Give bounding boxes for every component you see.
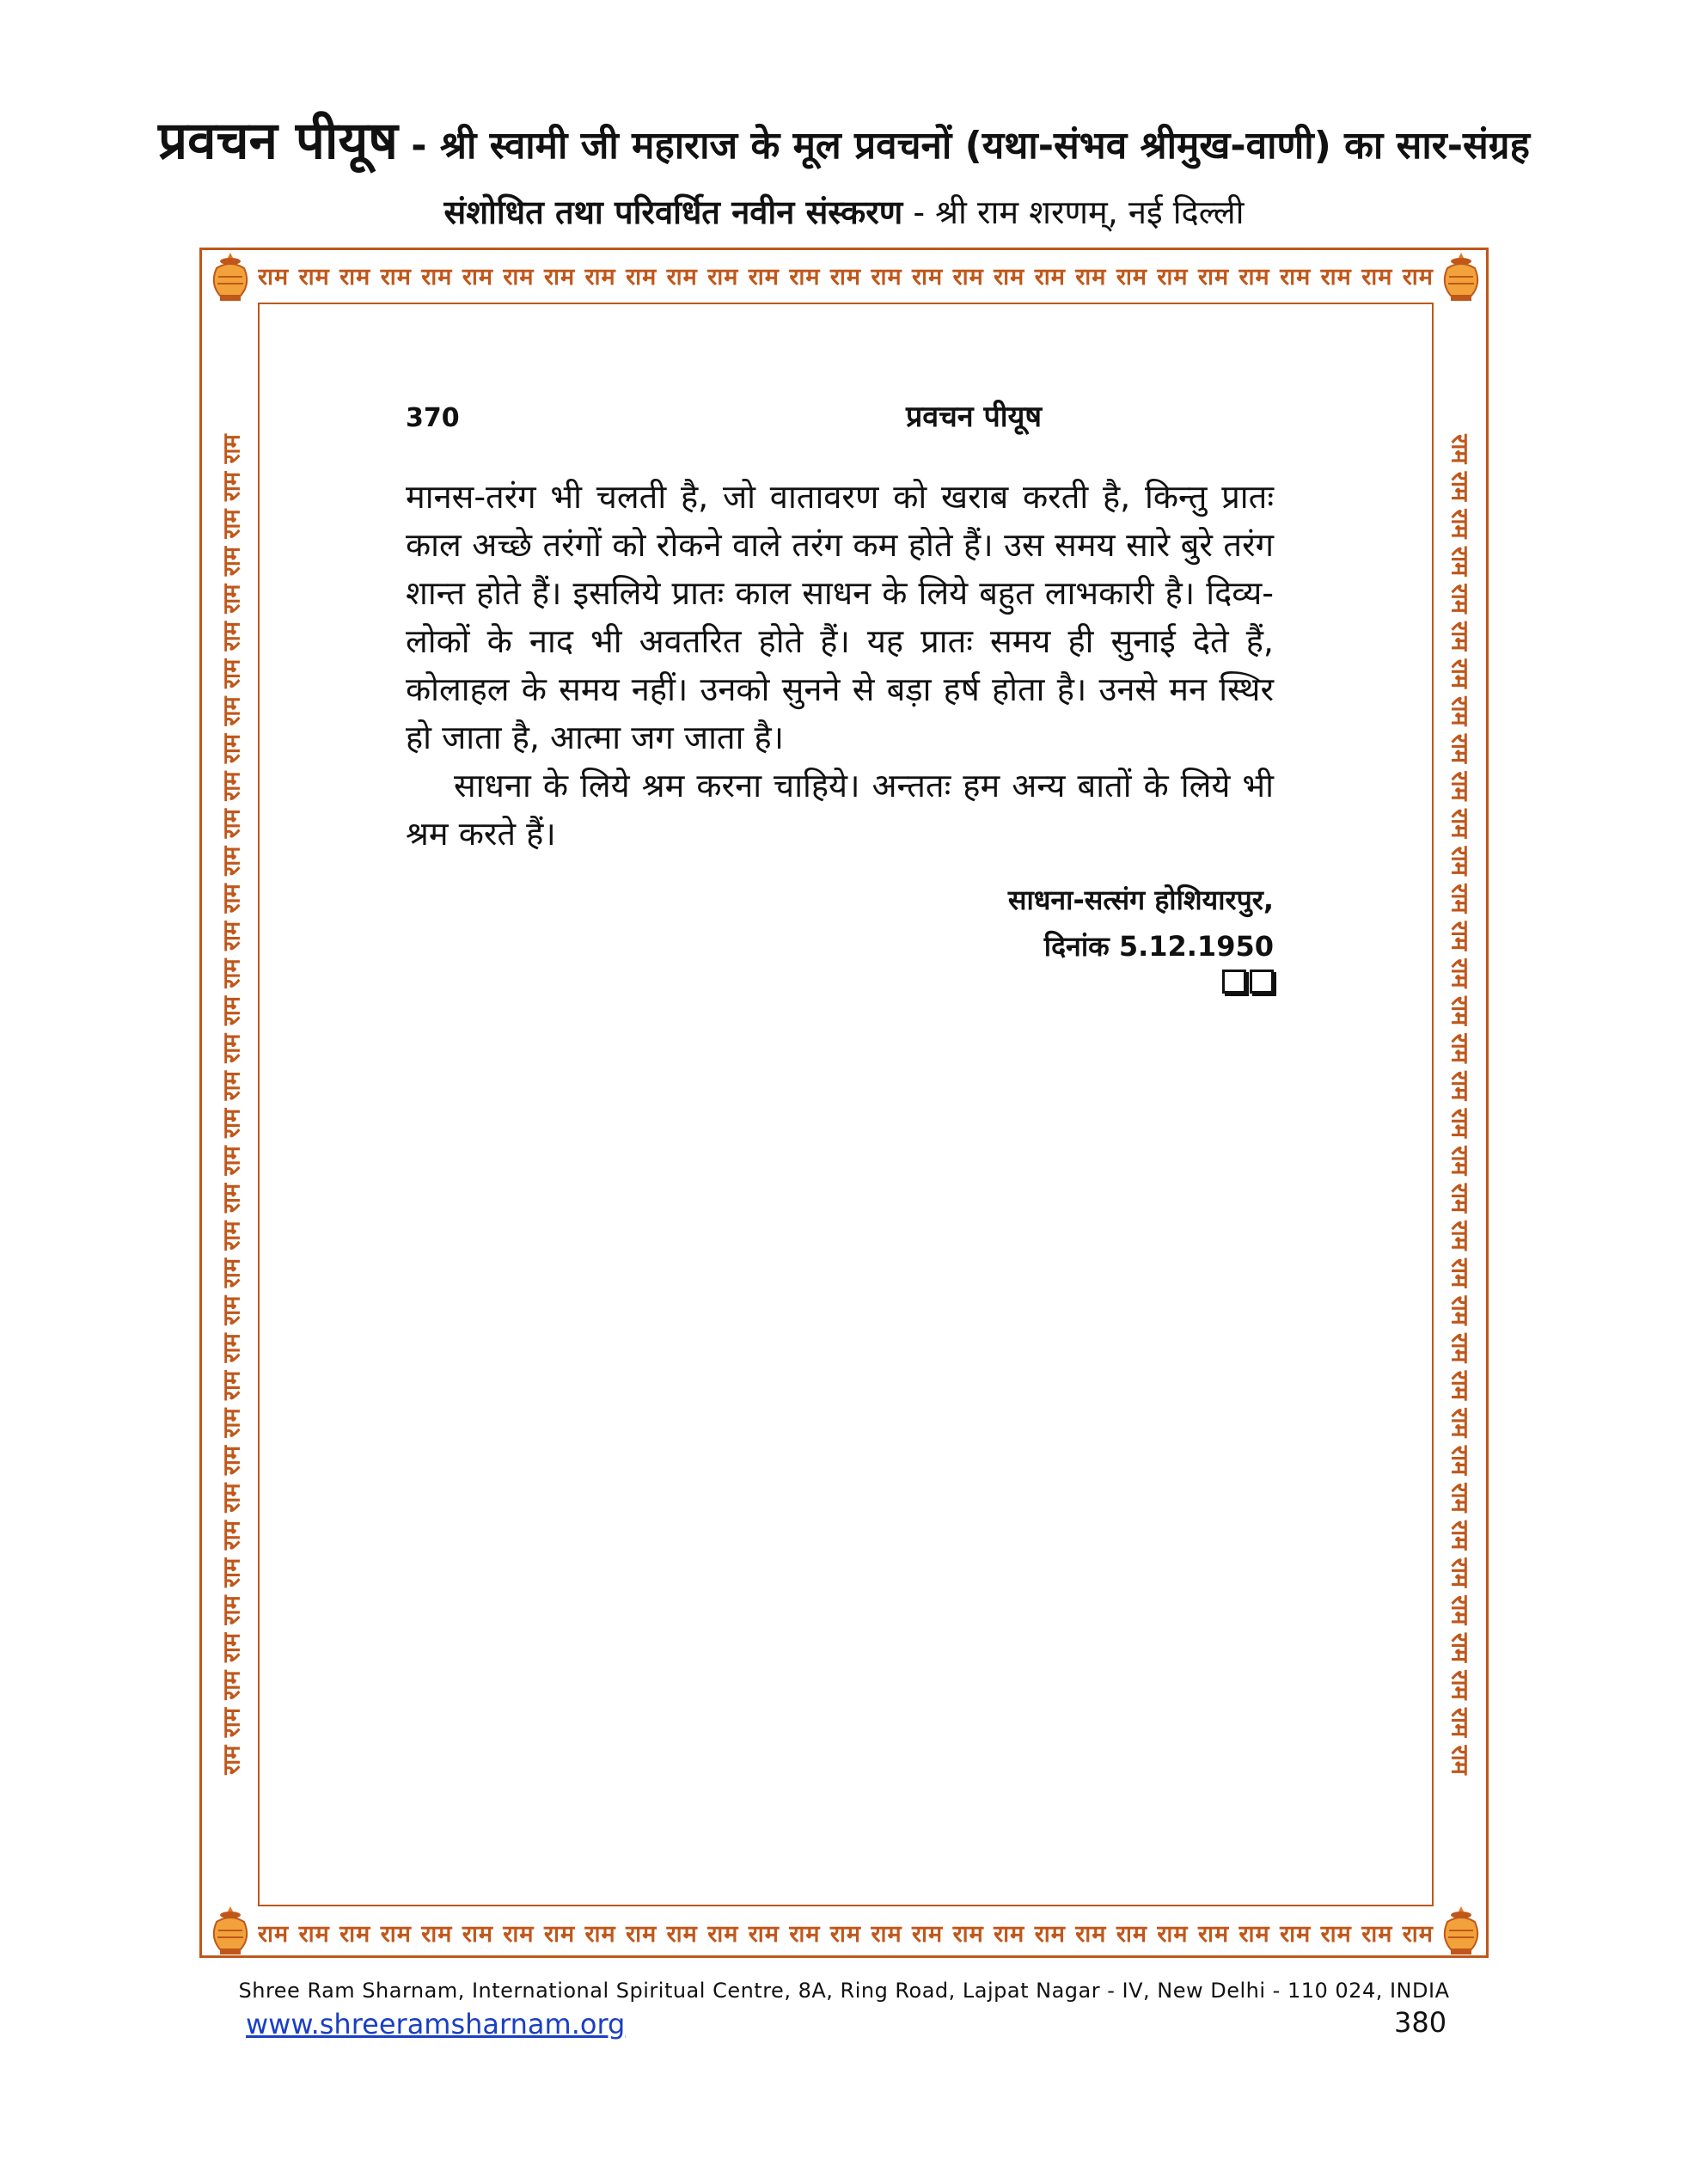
ram-word: राम (258, 1920, 290, 1948)
signature-date: दिनांक 5.12.1950 (1043, 930, 1274, 963)
end-box-icon (1250, 970, 1274, 994)
ram-word: राम (584, 263, 616, 291)
ram-word: राम (829, 263, 862, 291)
ram-word: राम (871, 1920, 902, 1948)
ram-word: राम (1320, 263, 1352, 291)
ram-border-top (258, 251, 1434, 299)
ram-word: राम (1238, 263, 1270, 291)
ram-word: राम (1116, 263, 1147, 291)
kalash-icon (203, 1903, 258, 1958)
ram-border-left (203, 303, 258, 1906)
kalash-icon (203, 249, 258, 304)
footer-address: Shree Ram Sharnam, International Spiritual Centre, 8A, Ring Road, Lajpat Nagar - IV, New Delhi - 110 024, INDIA (238, 1979, 1450, 2003)
ram-word: राम (952, 1920, 984, 1948)
kalash-icon (1434, 249, 1489, 304)
header-edition-line (0, 189, 1688, 234)
ram-word: राम (1280, 263, 1312, 291)
ram-word: राम (1116, 1920, 1147, 1948)
book-subtitle: श्री स्वामी जी महाराज के मूल प्रवचनों (यथा-संभव श्रीमुख-वाणी) का सार-संग्रह (439, 124, 1530, 168)
book-page (406, 395, 1274, 1000)
ram-word: राम (1402, 263, 1434, 291)
ram-border-right (1434, 303, 1489, 1906)
book-page-number: 370 (406, 403, 460, 433)
ram-word: राम (871, 263, 902, 291)
end-mark (406, 970, 1274, 1000)
ram-word: राम (994, 263, 1025, 291)
ram-word: राम (1034, 263, 1066, 291)
ram-word: राम (1280, 1920, 1312, 1948)
ram-word: राम (421, 1920, 453, 1948)
ram-word-column: राम राम राम राम राम राम राम राम राम राम राम राम राम राम राम राम राम राम राम राम राम राम राम राम राम राम राम राम राम राम राम राम राम राम राम राम (1446, 434, 1473, 1775)
ram-word: राम (380, 263, 412, 291)
ram-border-bottom (258, 1908, 1434, 1956)
page-body (406, 473, 1274, 858)
paragraph: मानस-तरंग भी चलती है, जो वातावरण को खराब करती है, किन्तु प्रातः काल अच्छे तरंगों को रोकने वाले तरंग कम होते हैं। उस समय सारे बुरे तरंग शान्त होते हैं। इसलिये प्रातः काल साधन के लिये बहुत लाभकारी है। दिव्य-लोकों के नाद भी अवतरित होते हैं। यह प्रातः समय ही सुनाई देते हैं, कोलाहल के समय नहीं। उनको सुनने से बड़ा हर्ष होता है। उनसे मन स्थिर हो जाता है, आत्मा जग जाता है। (406, 478, 1274, 756)
signature-place: साधना-सत्संग होशियारपुर, (1007, 884, 1274, 916)
ram-word: राम (626, 1920, 657, 1948)
ram-word: राम (1075, 263, 1107, 291)
title-separator: - (397, 124, 440, 168)
ram-word: राम (1157, 1920, 1189, 1948)
ram-word: राम (503, 263, 535, 291)
end-box-icon (1222, 970, 1246, 994)
ram-word: राम (748, 1920, 780, 1948)
ram-word: राम (1197, 263, 1230, 291)
running-title: प्रवचन पीयूष (905, 400, 1042, 434)
ram-word: राम (380, 1920, 412, 1948)
ram-word: राम (298, 263, 330, 291)
ram-word: राम (666, 1920, 698, 1948)
edition-label: संशोधित तथा परिवर्धित नवीन संस्करण (443, 193, 903, 231)
ram-word: राम (1361, 263, 1393, 291)
ram-word: राम (421, 263, 453, 291)
ram-word: राम (994, 1920, 1025, 1948)
ram-word: राम (912, 263, 944, 291)
ram-word: राम (1320, 1920, 1352, 1948)
ram-word: राम (503, 1920, 535, 1948)
ram-word: राम (1157, 263, 1189, 291)
kalash-icon (1434, 1903, 1489, 1958)
website-link[interactable]: www.shreeramsharnam.org (246, 2008, 626, 2040)
ram-word: राम (584, 1920, 616, 1948)
ram-word: राम (748, 263, 780, 291)
ram-word: राम (298, 1920, 330, 1948)
ram-word: राम (462, 1920, 493, 1948)
signature-block (406, 877, 1274, 970)
paragraph: साधना के लिये श्रम करना चाहिये। अन्ततः हम अन्य बातों के लिये भी श्रम करते हैं। (406, 767, 1274, 853)
ram-word: राम (339, 263, 371, 291)
publisher-label: - श्री राम शरणम्, नई दिल्ली (902, 193, 1245, 231)
ram-word: राम (707, 1920, 739, 1948)
ram-word: राम (1034, 1920, 1066, 1948)
ram-word: राम (543, 1920, 576, 1948)
ram-word: राम (789, 1920, 821, 1948)
ram-word: राम (952, 263, 984, 291)
page-running-head (406, 395, 1274, 435)
book-title: प्रवचन पीयूष (158, 111, 398, 171)
document-header (0, 103, 1688, 234)
ram-word: राम (339, 1920, 371, 1948)
ram-word: राम (666, 263, 698, 291)
ram-word: राम (912, 1920, 944, 1948)
ram-word: राम (258, 263, 290, 291)
ram-word: राम (1238, 1920, 1270, 1948)
ram-word: राम (1402, 1920, 1434, 1948)
ram-word-column: राम राम राम राम राम राम राम राम राम राम राम राम राम राम राम राम राम राम राम राम राम राम राम राम राम राम राम राम राम राम राम राम राम राम राम राम (218, 434, 246, 1775)
ram-word: राम (789, 263, 821, 291)
ram-word: राम (626, 263, 657, 291)
ram-word: राम (462, 263, 493, 291)
ram-word: राम (707, 263, 739, 291)
ram-word: राम (1075, 1920, 1107, 1948)
ram-word: राम (1197, 1920, 1230, 1948)
ram-word: राम (829, 1920, 862, 1948)
ram-word: राम (543, 263, 576, 291)
ram-word: राम (1361, 1920, 1393, 1948)
pdf-page-number: 380 (1394, 2006, 1447, 2039)
header-title-line (0, 103, 1688, 174)
